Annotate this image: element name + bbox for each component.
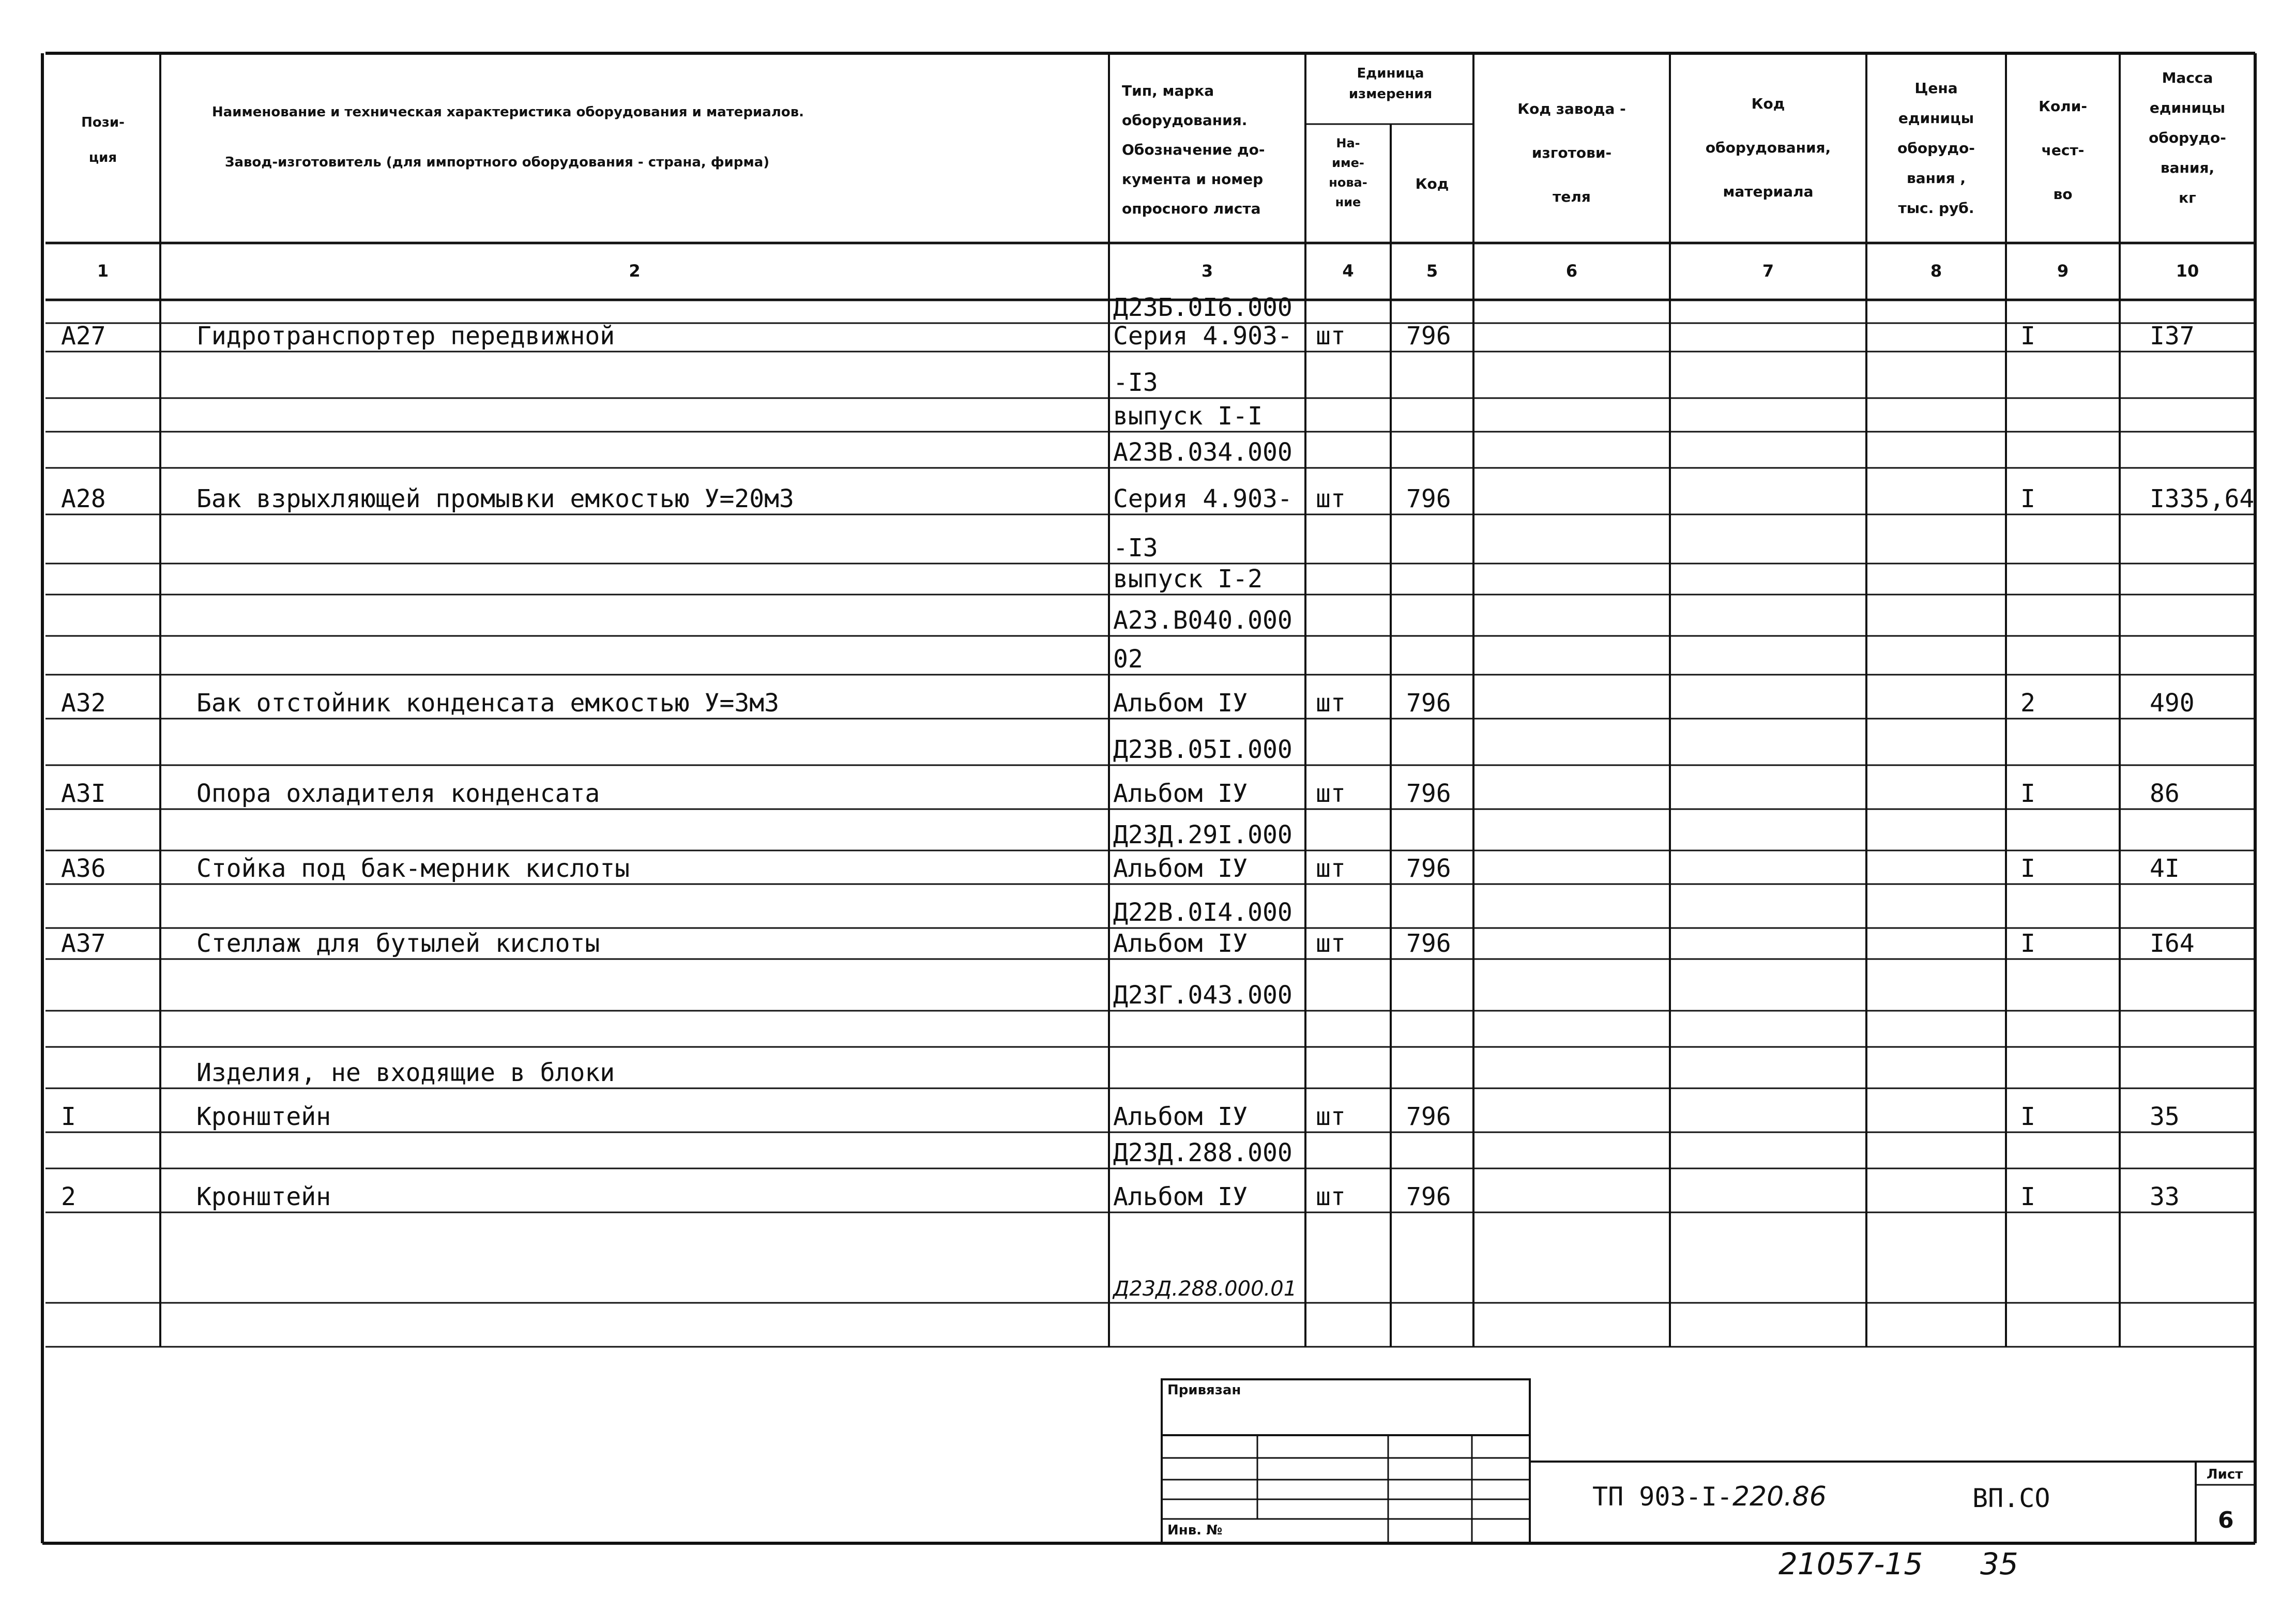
quantity-cell: 2	[2020, 689, 2035, 718]
mass-cell: 490	[2150, 689, 2195, 718]
type-cell: А23.В040.000	[1113, 606, 1293, 635]
column-number: 2	[629, 261, 641, 281]
type-cell: -I3	[1113, 368, 1158, 397]
header-col9: чест-	[2041, 142, 2085, 159]
type-cell: Альбом IУ	[1113, 854, 1248, 883]
table-header	[81, 66, 2226, 217]
position-cell: А32	[61, 689, 106, 718]
name-cell: Гидротранспортер передвижной	[196, 322, 615, 351]
type-cell: Альбом IУ	[1113, 1182, 1248, 1211]
header-col1: Пози-	[81, 115, 125, 130]
type-cell: Альбом IУ	[1113, 929, 1248, 958]
sheet-label: Лист	[2207, 1467, 2243, 1482]
type-cell: -I3	[1113, 534, 1158, 562]
unit-cell: шт	[1316, 1182, 1346, 1211]
name-cell: Стойка под бак-мерник кислоты	[196, 854, 630, 883]
type-cell: выпуск I-2	[1113, 565, 1263, 594]
document-code	[1592, 1481, 1827, 1512]
type-cell: Серия 4.903-	[1113, 322, 1293, 351]
quantity-cell: I	[2020, 929, 2035, 958]
unit-cell: шт	[1316, 322, 1346, 351]
unit-cell: шт	[1316, 689, 1346, 718]
quantity-cell: I	[2020, 1182, 2035, 1211]
mass-cell: 4I	[2150, 854, 2180, 883]
unit-cell: шт	[1316, 929, 1346, 958]
header-col8: тыс. руб.	[1898, 200, 1974, 217]
unit-code-cell: 796	[1406, 322, 1451, 351]
header-unit_group: измерения	[1348, 86, 1433, 102]
position-cell: А37	[61, 929, 106, 958]
mass-cell: 35	[2150, 1102, 2180, 1131]
column-number: 10	[2176, 261, 2199, 281]
unit-code-cell: 796	[1406, 929, 1451, 958]
header-col6: теля	[1553, 188, 1591, 205]
type-cell: Д23Б.0I6.000	[1113, 293, 1293, 322]
position-cell: А28	[61, 484, 106, 513]
header-col10: оборудо-	[2149, 129, 2226, 146]
type-cell: Альбом IУ	[1113, 779, 1248, 808]
quantity-cell: I	[2020, 779, 2035, 808]
archive-page: 35	[1980, 1546, 2018, 1581]
type-cell: Д22В.0I4.000	[1113, 898, 1293, 927]
quantity-cell: I	[2020, 484, 2035, 513]
column-number: 3	[1201, 261, 1213, 281]
name-cell: Кронштейн	[196, 1102, 331, 1131]
header-col3: Обозначение до-	[1122, 141, 1265, 158]
header-col10: единицы	[2149, 99, 2226, 116]
column-number: 1	[97, 261, 109, 281]
unit-code-cell: 796	[1406, 1182, 1451, 1211]
title-block	[1162, 1379, 2255, 1543]
document-mark: ВП.СО	[1972, 1483, 2050, 1513]
type-cell: Д23В.05I.000	[1113, 735, 1293, 764]
archive-number: 21057-15	[1778, 1546, 1923, 1581]
unit-code-cell: 796	[1406, 779, 1451, 808]
position-cell: А36	[61, 854, 106, 883]
name-cell: Бак отстойник конденсата емкостью У=3м3	[196, 689, 780, 718]
position-cell: А3I	[61, 779, 106, 808]
sheet-number: 6	[2218, 1507, 2234, 1533]
unit-cell: шт	[1316, 484, 1346, 513]
column-number: 8	[1930, 261, 1942, 281]
unit-code-cell: 796	[1406, 854, 1451, 883]
document-code-prefix: ТП 903-I-	[1592, 1482, 1732, 1512]
unit-cell: шт	[1316, 1102, 1346, 1131]
unit-cell: шт	[1316, 854, 1346, 883]
column-number: 9	[2057, 261, 2069, 281]
unit-code-cell: 796	[1406, 689, 1451, 718]
quantity-cell: I	[2020, 854, 2035, 883]
name-cell: Стеллаж для бутылей кислоты	[196, 929, 600, 958]
header-col1: ция	[88, 150, 117, 165]
unit-code-cell: 796	[1406, 484, 1451, 513]
header-col7: оборудования,	[1705, 139, 1831, 156]
header-unit_group: Единица	[1357, 66, 1424, 81]
type-cell: Д23Г.043.000	[1113, 981, 1293, 1010]
header-col4: На-	[1336, 136, 1360, 150]
name-cell: Кронштейн	[196, 1182, 331, 1211]
header-col3: опросного листа	[1122, 200, 1261, 217]
stamp-inv-label: Инв. №	[1167, 1523, 1223, 1538]
type-cell: Д23Д.29I.000	[1113, 820, 1293, 849]
position-cell: 2	[61, 1182, 76, 1211]
type-cell: Д23Д.288.000.01	[1113, 1277, 1297, 1301]
column-number: 4	[1342, 261, 1354, 281]
mass-cell: I37	[2150, 322, 2195, 351]
header-col9: Коли-	[2039, 98, 2087, 115]
header-col6: Код завода -	[1517, 100, 1626, 117]
mass-cell: 86	[2150, 779, 2180, 808]
type-cell: А23В.034.000	[1113, 438, 1293, 467]
mass-cell: 33	[2150, 1182, 2180, 1211]
table-body	[61, 293, 2254, 1301]
header-col3: Тип, марка	[1122, 82, 1214, 99]
position-cell: А27	[61, 322, 106, 351]
type-cell: выпуск I-I	[1113, 402, 1263, 431]
document-code-handwritten: 220.86	[1732, 1481, 1827, 1512]
quantity-cell: I	[2020, 1102, 2035, 1131]
header-col4: нова-	[1329, 175, 1367, 190]
type-cell: Альбом IУ	[1113, 689, 1248, 718]
mass-cell: I335,64	[2150, 484, 2255, 513]
type-cell: Д23Д.288.000	[1113, 1138, 1293, 1167]
header-col10: кг	[2179, 189, 2196, 206]
unit-cell: шт	[1316, 779, 1346, 808]
header-col7: Код	[1751, 95, 1785, 112]
name-cell: Бак взрыхляющей промывки емкостью У=20м3	[196, 484, 794, 513]
header-col4: ние	[1335, 195, 1361, 209]
header-col3: оборудования.	[1122, 112, 1248, 129]
type-cell: 02	[1113, 645, 1143, 674]
unit-code-cell: 796	[1406, 1102, 1451, 1131]
column-number: 7	[1762, 261, 1774, 281]
header-col5: Код	[1415, 175, 1449, 192]
name-cell: Опора охладителя конденсата	[196, 779, 600, 808]
header-col8: Цена	[1914, 80, 1958, 97]
header-col4: име-	[1332, 156, 1364, 170]
header-col10: Масса	[2162, 69, 2213, 86]
header-col8: единицы	[1898, 110, 1974, 127]
header-col2: Завод-изготовитель (для импортного оборудования - страна, фирма)	[225, 155, 770, 170]
mass-cell: I64	[2150, 929, 2195, 958]
quantity-cell: I	[2020, 322, 2035, 351]
header-col10: вания,	[2160, 159, 2215, 176]
column-number: 6	[1565, 261, 1578, 281]
stamp-attached-label: Привязан	[1167, 1382, 1241, 1398]
header-col3: кумента и номер	[1122, 171, 1264, 188]
column-number: 5	[1426, 261, 1438, 281]
type-cell: Альбом IУ	[1113, 1102, 1248, 1131]
type-cell: Серия 4.903-	[1113, 484, 1293, 513]
position-cell: I	[61, 1102, 76, 1131]
name-cell: Изделия, не входящие в блоки	[196, 1058, 615, 1087]
header-col6: изготови-	[1531, 144, 1612, 161]
header-col8: оборудо-	[1897, 140, 1975, 157]
header-col8: вания ,	[1907, 170, 1966, 187]
header-col9: во	[2053, 186, 2073, 203]
header-col7: материала	[1723, 183, 1814, 200]
column-numbers	[97, 261, 2199, 281]
header-col2: Наименование и техническая характеристика оборудования и материалов.	[212, 104, 804, 120]
